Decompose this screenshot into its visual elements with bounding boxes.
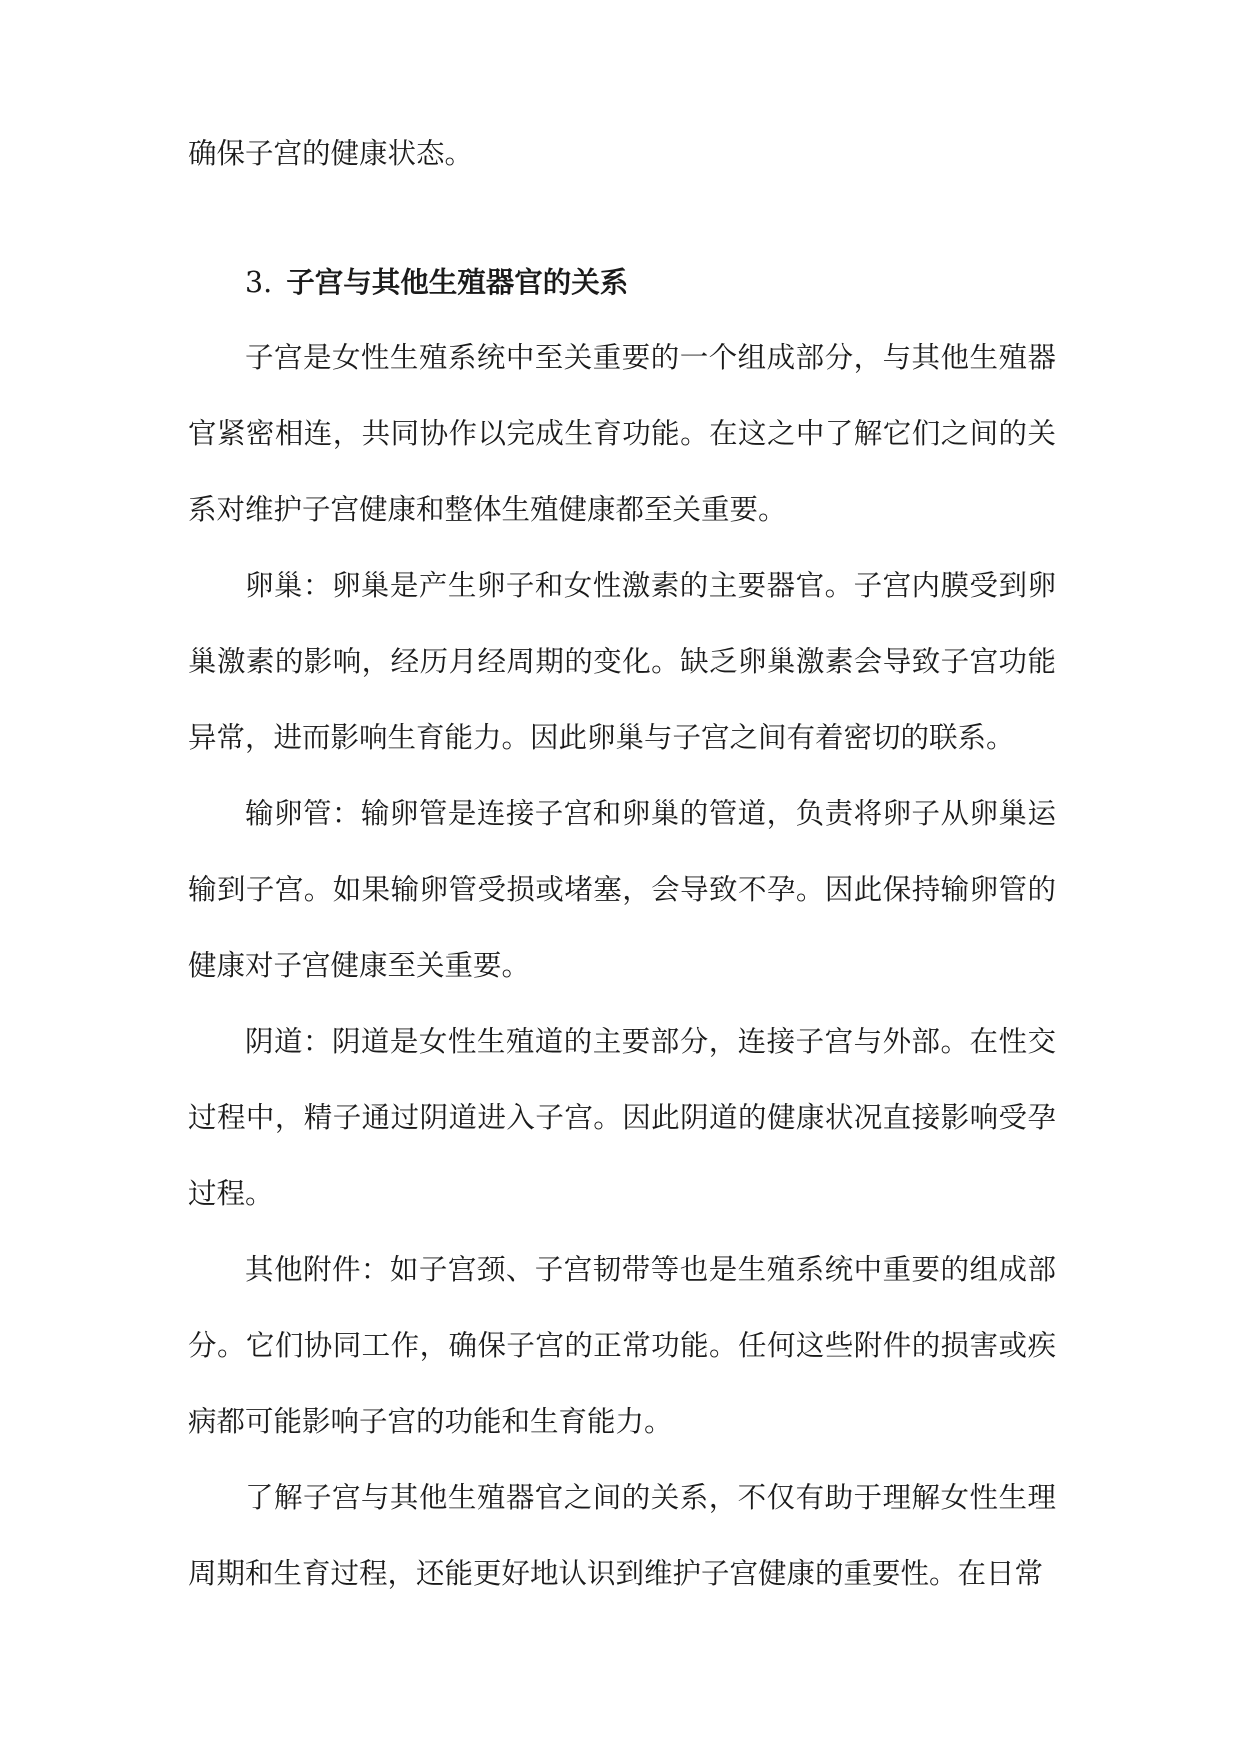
paragraph-vagina: 阴道：阴道是女性生殖道的主要部分，连接子宫与外部。在性交过程中，精子通过阴道进入子宫。因此阴道的健康状况直接影响受孕过程。	[188, 1025, 1056, 1210]
paragraph-other-appendages: 其他附件：如子宫颈、子宫韧带等也是生殖系统中重要的组成部分。它们协同工作，确保子宫的正常功能。任何这些附件的损害或疾病都可能影响子宫的功能和生育能力。	[188, 1253, 1056, 1438]
section-heading	[245, 244, 628, 321]
section-number: 3.	[245, 266, 273, 299]
paragraph-intro: 子宫是女性生殖系统中至关重要的一个组成部分，与其他生殖器官紧密相连，共同协作以完成生育功能。在这之中了解它们之间的关系对维护子宫健康和整体生殖健康都至关重要。	[188, 341, 1056, 526]
section-title: 子宫与其他生殖器官的关系	[286, 265, 629, 299]
paragraph-ovary: 卵巢：卵巢是产生卵子和女性激素的主要器官。子宫内膜受到卵巢激素的影响，经历月经周期的变化。缺乏卵巢激素会导致子宫功能异常，进而影响生育能力。因此卵巢与子宫之间有着密切的联系。	[188, 569, 1056, 754]
intro-fragment: 确保子宫的健康状态。	[188, 137, 474, 170]
paragraph-fallopian-tube: 输卵管：输卵管是连接子宫和卵巢的管道，负责将卵子从卵巢运输到子宫。如果输卵管受损或堵塞，会导致不孕。因此保持输卵管的健康对子宫健康至关重要。	[188, 797, 1056, 982]
paragraph-conclusion: 了解子宫与其他生殖器官之间的关系，不仅有助于理解女性生理周期和生育过程，还能更好地认识到维护子宫健康的重要性。在日常	[188, 1481, 1056, 1590]
